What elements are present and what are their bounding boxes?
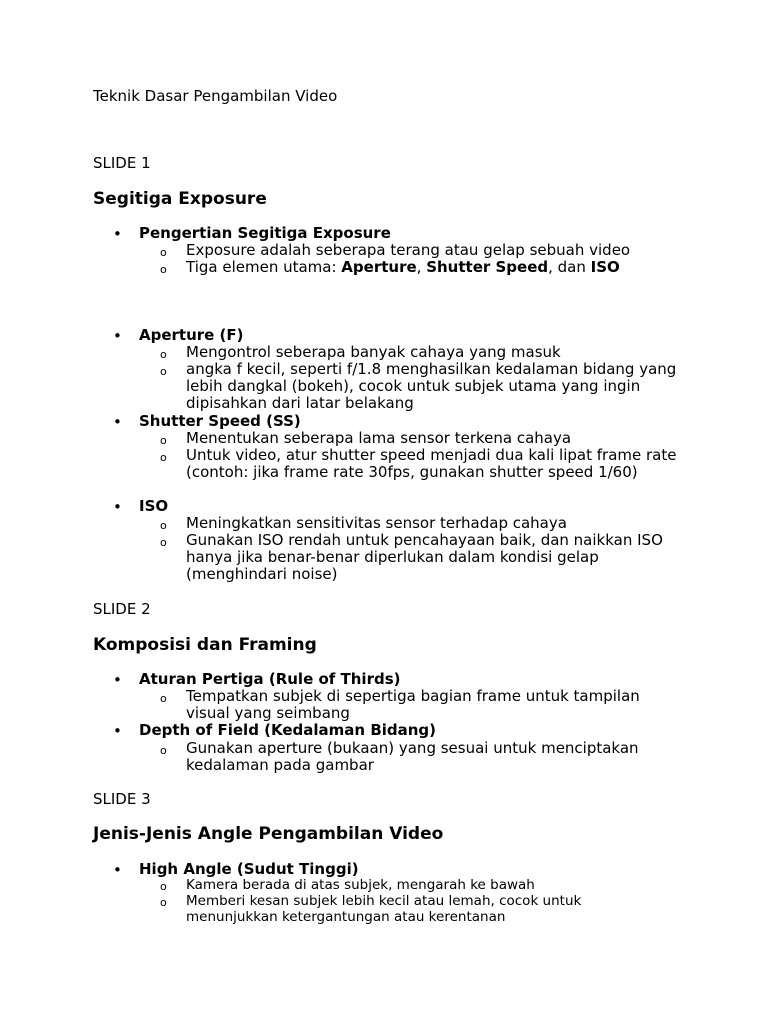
slide-3-label: SLIDE 3 (93, 790, 151, 808)
pengertian-sub-2-prefix: Tiga elemen utama: (186, 258, 342, 276)
iso-title: ISO (139, 497, 169, 515)
slide-1-label: SLIDE 1 (93, 154, 151, 172)
depth-of-field-title: Depth of Field (Kedalaman Bidang) (139, 721, 437, 739)
shutter-speed-title: Shutter Speed (SS) (139, 412, 301, 430)
term-aperture: Aperture (341, 258, 417, 276)
pengertian-sub-1: Exposure adalah seberapa terang atau gelap sebuah video (186, 241, 631, 259)
bullet-icon: • (113, 327, 122, 345)
iso-sub-1: Meningkatkan sensitivitas sensor terhadap cahaya (186, 514, 567, 532)
pengertian-title: Pengertian Segitiga Exposure (139, 224, 391, 242)
slide-3-heading: Jenis-Jenis Angle Pengambilan Video (93, 824, 444, 844)
term-separator: , (416, 258, 427, 276)
sub-bullet-icon: o (160, 692, 167, 705)
sub-bullet-icon: o (160, 246, 167, 259)
aperture-sub-1: Mengontrol seberapa banyak cahaya yang masuk (186, 343, 561, 361)
sub-bullet-icon: o (160, 536, 167, 549)
bullet-icon: • (113, 671, 122, 689)
aperture-title: Aperture (F) (139, 326, 244, 344)
sub-bullet-icon: o (160, 451, 167, 464)
bullet-icon: • (113, 413, 122, 431)
sub-bullet-icon: o (160, 744, 167, 757)
high-angle-title: High Angle (Sudut Tinggi) (139, 860, 359, 878)
high-angle-sub-1: Kamera berada di atas subjek, mengarah ke bawah (186, 877, 535, 893)
bullet-icon: • (113, 861, 122, 879)
sub-bullet-icon: o (160, 365, 167, 378)
document-title: Teknik Dasar Pengambilan Video (93, 87, 338, 105)
high-angle-sub-2: Memberi kesan subjek lebih kecil atau lemah, cocok untuk menunjukkan ketergantungan atau kerentanan (186, 893, 582, 925)
pengertian-sub-2 (186, 259, 686, 276)
term-shutter-speed: Shutter Speed (426, 258, 549, 276)
iso-sub-2: Gunakan ISO rendah untuk pencahayaan baik, dan naikkan ISO hanya jika benar-benar diperlukan dalam kondisi gelap (menghindari noise) (186, 531, 663, 584)
sub-bullet-icon: o (160, 896, 167, 909)
rule-of-thirds-title: Aturan Pertiga (Rule of Thirds) (139, 670, 401, 688)
sub-bullet-icon: o (160, 263, 167, 276)
aperture-sub-2: angka f kecil, seperti f/1.8 menghasilkan kedalaman bidang yang lebih dangkal (bokeh), cocok untuk subjek utama yang ingin dipisahkan dari latar belakang (186, 360, 677, 413)
sub-bullet-icon: o (160, 434, 167, 447)
term-separator: , dan (548, 258, 591, 276)
shutter-speed-sub-1: Menentukan seberapa lama sensor terkena cahaya (186, 429, 572, 447)
sub-bullet-icon: o (160, 348, 167, 361)
rule-of-thirds-sub-1: Tempatkan subjek di sepertiga bagian frame untuk tampilan visual yang seimbang (186, 687, 640, 723)
sub-bullet-icon: o (160, 880, 167, 893)
bullet-icon: • (113, 225, 122, 243)
slide-2-heading: Komposisi dan Framing (93, 635, 317, 655)
bullet-icon: • (113, 722, 122, 740)
slide-1-heading: Segitiga Exposure (93, 189, 267, 209)
term-iso: ISO (590, 258, 620, 276)
bullet-icon: • (113, 498, 122, 516)
sub-bullet-icon: o (160, 519, 167, 532)
depth-of-field-sub-1: Gunakan aperture (bukaan) yang sesuai untuk menciptakan kedalaman pada gambar (186, 739, 639, 775)
shutter-speed-sub-2: Untuk video, atur shutter speed menjadi dua kali lipat frame rate (contoh: jika frame rate 30fps, gunakan shutter speed 1/60) (186, 446, 677, 482)
slide-2-label: SLIDE 2 (93, 600, 151, 618)
